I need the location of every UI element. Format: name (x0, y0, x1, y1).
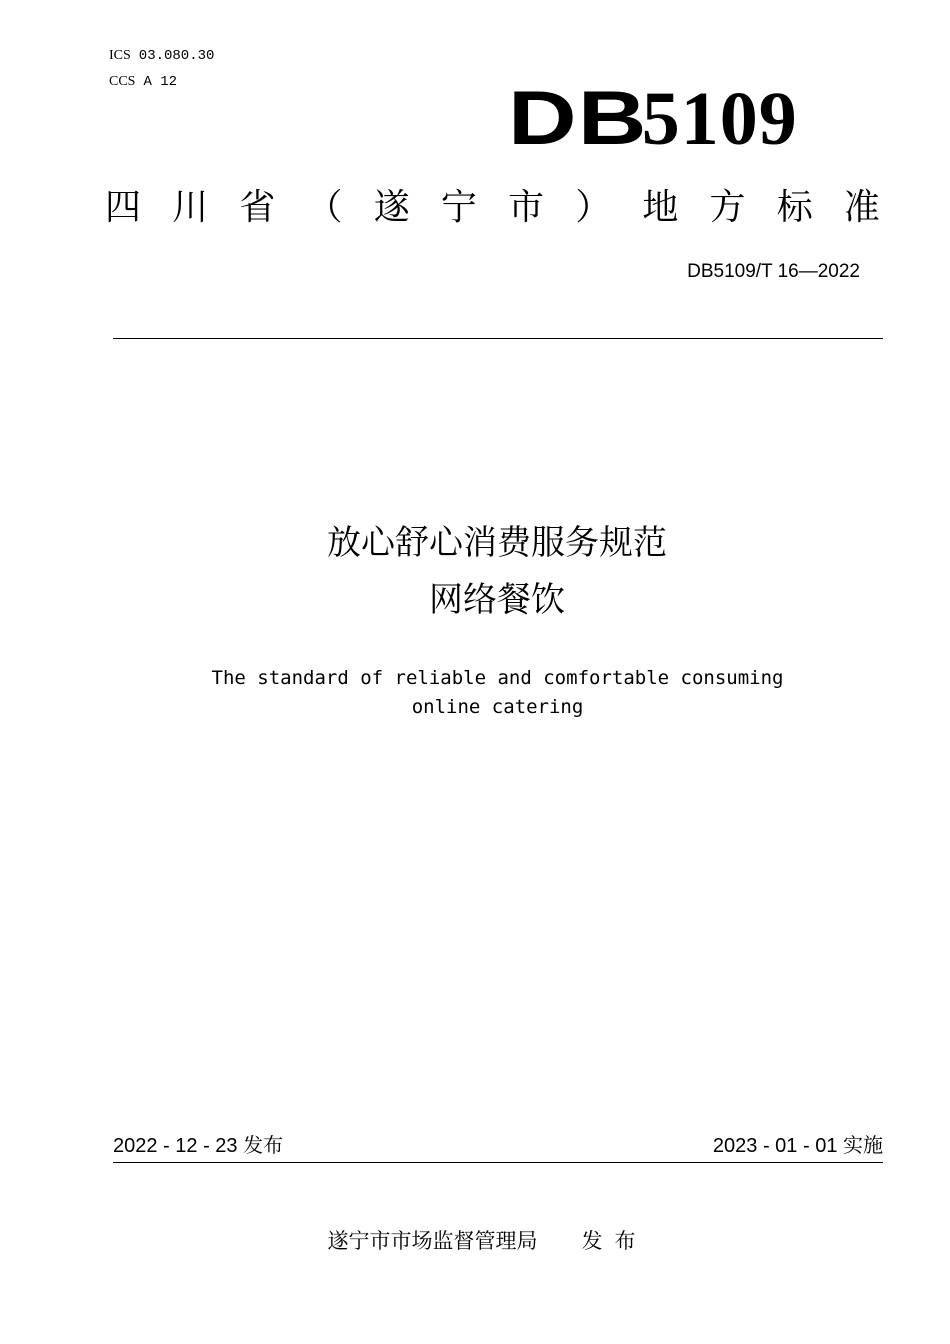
standard-type-title (105, 183, 880, 233)
standard-type-char: 省 (239, 187, 276, 228)
release-date: 2022 - 12 - 23 发布 (113, 1135, 284, 1157)
title-en-line1: The standard of reliable and comfortable consuming (211, 667, 784, 689)
standard-type-char: 川 (172, 187, 209, 228)
bottom-divider (113, 1162, 883, 1163)
logo-code: 5109 (641, 77, 798, 161)
title-cn-line2: 网络餐饮 (429, 580, 565, 620)
standard-type-char: ） (575, 187, 612, 228)
standard-type-char: 遂 (373, 187, 410, 228)
ccs-value: A 12 (143, 74, 178, 90)
standard-type-char: 地 (642, 187, 679, 228)
publisher-verb: 发布 (581, 1229, 648, 1253)
top-divider (113, 338, 883, 339)
ics-code (109, 47, 214, 65)
ccs-label: CCS (109, 74, 136, 89)
ics-label: ICS (109, 48, 131, 63)
standard-type-char: 四 (105, 187, 142, 228)
standard-logo (508, 76, 813, 161)
title-cn-line1: 放心舒心消费服务规范 (327, 523, 667, 563)
ics-value: 03.080.30 (138, 48, 215, 64)
standard-type-char: （ (306, 187, 343, 228)
standard-type-char: 宁 (440, 187, 477, 228)
ccs-code (109, 73, 177, 91)
logo-prefix: DB (508, 76, 648, 161)
implementation-date: 2023 - 01 - 01 实施 (712, 1135, 883, 1157)
standard-type-char: 准 (843, 187, 880, 228)
publisher (0, 1226, 950, 1256)
publisher-name: 遂宁市市场监督管理局 (327, 1229, 538, 1253)
standard-type-char: 方 (709, 187, 746, 228)
title-en-line2: online catering (411, 696, 584, 718)
standard-number: DB5109/T 16—2022 (687, 261, 860, 282)
standard-type-char: 市 (508, 187, 545, 228)
standard-type-char: 标 (776, 187, 813, 228)
